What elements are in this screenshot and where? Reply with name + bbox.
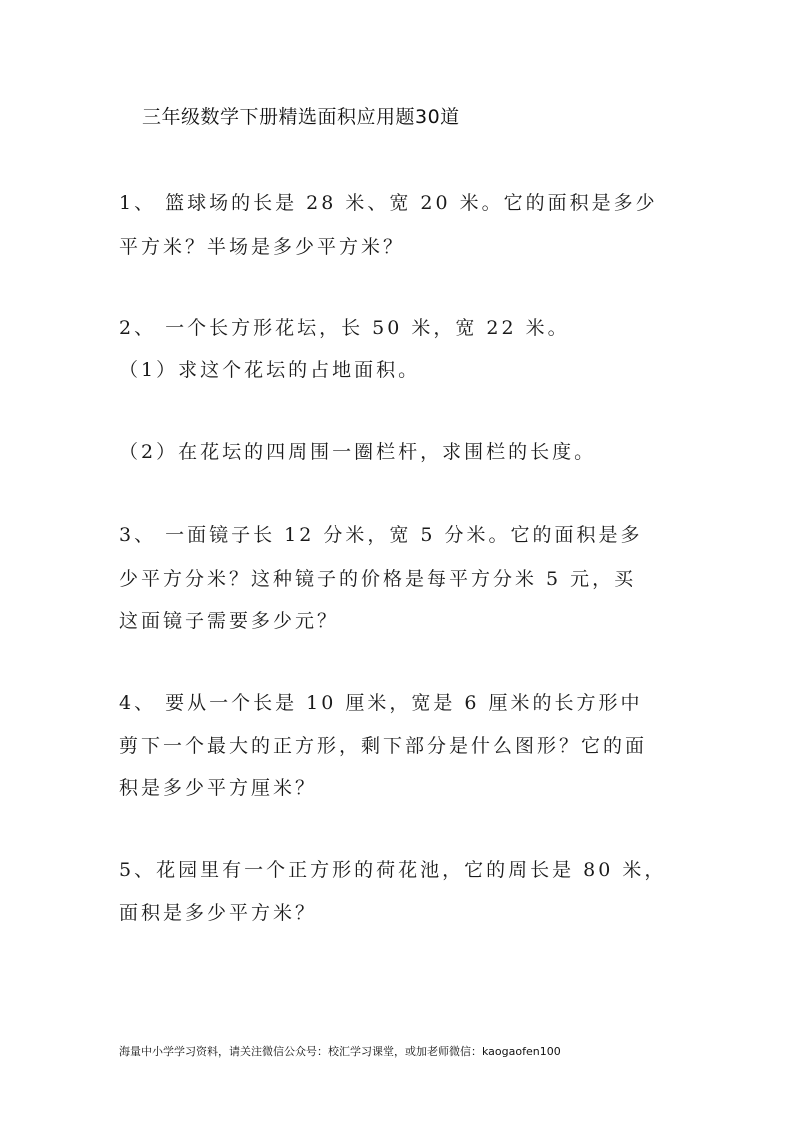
problem-4-line-2: 剪下一个最大的正方形，剩下部分是什么图形？它的面 bbox=[119, 735, 648, 757]
problem-3-line-3: 这面镜子需要多少元？ bbox=[119, 610, 340, 632]
problem-5-line-1: 5、花园里有一个正方形的荷花池，它的周长是 80 米， bbox=[119, 859, 667, 881]
document-title: 三年级数学下册精选面积应用题30道 bbox=[142, 106, 460, 128]
footer-note: 海量中小学学习资料，请关注微信公众号：校汇学习课堂，或加老师微信：kaogaofen100 bbox=[119, 1045, 561, 1058]
problem-1-line-2: 平方米？半场是多少平方米？ bbox=[119, 236, 406, 258]
problem-4-line-3: 积是多少平方厘米？ bbox=[119, 777, 318, 799]
problem-2-line-1: 2、 一个长方形花坛，长 50 米，宽 22 米。 bbox=[119, 317, 570, 339]
problem-5-line-2: 面积是多少平方米？ bbox=[119, 902, 318, 924]
problem-2-part-1: （1）求这个花坛的占地面积。 bbox=[119, 359, 421, 381]
problem-1-line-1: 1、 篮球场的长是 28 米、宽 20 米。它的面积是多少 bbox=[119, 192, 658, 214]
problem-4-line-1: 4、 要从一个长是 10 厘米，宽是 6 厘米的长方形中 bbox=[119, 692, 643, 714]
problem-2-part-2: （2）在花坛的四周围一圈栏杆，求围栏的长度。 bbox=[119, 441, 597, 463]
problem-3-line-2: 少平方分米？这种镜子的价格是每平方分米 5 元，买 bbox=[119, 568, 637, 590]
problem-3-line-1: 3、 一面镜子长 12 分米，宽 5 分米。它的面积是多 bbox=[119, 524, 643, 546]
